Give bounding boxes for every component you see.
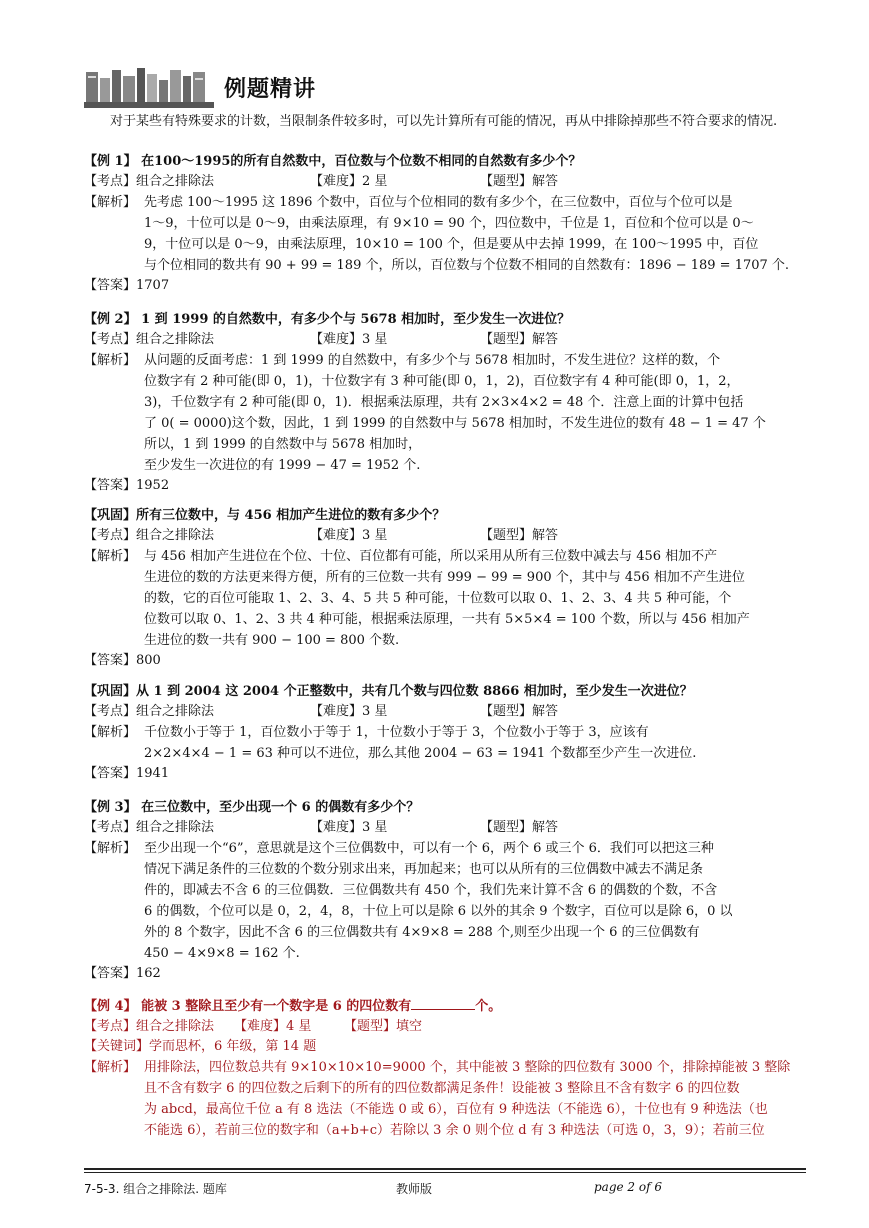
problem-question: 【巩固】所有三位数中，与 456 相加产生进位的数有多少个？: [84, 508, 446, 523]
problem-answer: 【答案】1707: [84, 278, 170, 293]
problem-meta: [84, 172, 806, 192]
analysis-line: 了 0( = 0000)这个数，因此，1 到 1999 的自然数中与 5678 相加时，不发生进位的数有 48 − 1 = 47 个: [144, 416, 766, 431]
problem-question: 【例 3】 在三位数中，至少出现一个 6 的偶数有多少个？: [84, 800, 420, 815]
meta-difficulty: 【难度】4 星: [234, 1019, 312, 1034]
meta-topic: 【考点】组合之排除法: [84, 704, 215, 719]
problem-question: 【例 2】 1 到 1999 的自然数中，有多少个与 5678 相加时，至少发生一次进位？: [84, 312, 571, 327]
problem-2: [84, 310, 806, 496]
analysis-line: 的数，它的百位可能取 1、2、3、4、5 共 5 种可能，十位数可以取 0、1、2、3、4 共 5 种可能，个: [144, 591, 732, 606]
analysis-line: 所以，1 到 1999 的自然数中与 5678 相加时，: [144, 437, 422, 452]
analysis-line: 为 abcd，最高位千位 a 有 8 选法（不能选 0 或 6），百位有 9 种选法（不能选 6），十位也有 9 种选法（也: [144, 1102, 768, 1117]
problem-analysis: [84, 350, 806, 476]
analysis-line: 且不含有数字 6 的四位数之后剩下的所有的四位数都满足条件！设能被 3 整除且不含有数字 6 的四位数: [144, 1081, 740, 1096]
footer-source: 7-5-3. 组合之排除法. 题库: [84, 1182, 227, 1196]
problem-answer: 【答案】800: [84, 653, 161, 668]
analysis-line: 与 456 相加产生进位在个位、十位、百位都有可能，所以采用从所有三位数中减去与 456 相加不产: [144, 549, 718, 564]
question-text-after: 个。: [475, 999, 502, 1014]
problem-4: [84, 995, 806, 1141]
analysis-line: 情况下满足条件的三位数的个数分别求出来，再加起来；也可以从所有的三位偶数中减去不满足条: [144, 862, 704, 877]
analysis-label: 【解析】: [84, 1060, 137, 1075]
meta-type: 【题型】解答: [480, 174, 559, 189]
meta-type: 【题型】解答: [480, 704, 559, 719]
problem-question: 【例 1】 在100～1995的所有自然数中，百位数与个位数不相同的自然数有多少个？: [84, 154, 582, 169]
problem-meta: [84, 818, 806, 838]
intro-paragraph: 对于某些有特殊要求的计数，当限制条件较多时，可以先计算所有可能的情况，再从中排除掉那些不符合要求的情况.: [110, 114, 778, 129]
problem-question: 【巩固】从 1 到 2004 这 2004 个正整数中，共有几个数与四位数 8866 相加时，至少发生一次进位？: [84, 684, 693, 699]
analysis-line: 生进位的数的方法更来得方便，所有的三位数一共有 999 − 99 = 900 个，其中与 456 相加不产生进位: [144, 570, 745, 585]
problem-answer: 【答案】162: [84, 966, 161, 981]
footer-divider-thin: [84, 1172, 806, 1173]
analysis-label: 【解析】: [84, 195, 137, 210]
analysis-label: 【解析】: [84, 841, 137, 856]
section-title: 例题精讲: [224, 77, 317, 102]
problem-1: [84, 152, 806, 296]
meta-difficulty: 【难度】3 星: [310, 332, 388, 347]
analysis-line: 2×2×4×4 − 1 = 63 种可以不进位，那么其他 2004 − 63 = 1941 个数都至少产生一次进位.: [144, 746, 697, 761]
analysis-line: 先考虑 100～1995 这 1896 个数中，百位与个位相同的数有多少个，在三位数中，百位与个位可以是: [144, 195, 733, 210]
problem-consolidation-2: [84, 682, 806, 784]
analysis-line: 千位数小于等于 1，百位数小于等于 1，十位数小于等于 3，个位数小于等于 3，应该有: [144, 725, 649, 740]
analysis-line: 从问题的反面考虑：1 到 1999 的自然数中，有多少个与 5678 相加时，不发生进位？这样的数，个: [144, 353, 721, 368]
analysis-label: 【解析】: [84, 725, 137, 740]
problem-analysis: [84, 1057, 806, 1141]
section-header: [84, 66, 784, 110]
footer-edition: 教师版: [396, 1182, 433, 1196]
meta-type: 【题型】解答: [480, 528, 559, 543]
problem-answer: 【答案】1941: [84, 766, 170, 781]
analysis-line: 不能选 6），若前三位的数字和（a+b+c）若除以 3 余 0 则个位 d 有 3 种选法（可选 0，3，9）；若前三位: [144, 1123, 765, 1138]
problem-analysis: [84, 546, 806, 651]
problem-meta: [84, 526, 806, 546]
analysis-line: 9，十位可以是 0～9，由乘法原理，10×10 = 100 个，但是要从中去掉 1999，在 100～1995 中，百位: [144, 237, 759, 252]
footer-page-number: page 2 of 6: [594, 1180, 662, 1194]
problem-meta: [84, 1017, 806, 1037]
question-text-before: 【例 4】 能被 3 整除且至少有一个数字是 6 的四位数有: [84, 999, 412, 1014]
meta-topic: 【考点】组合之排除法: [84, 528, 215, 543]
footer-divider: [84, 1168, 806, 1170]
analysis-label: 【解析】: [84, 549, 137, 564]
meta-difficulty: 【难度】3 星: [310, 704, 388, 719]
analysis-line: 至少出现一个“6”，意思就是这个三位偶数中，可以有一个 6，两个 6 或三个 6．我们可以把这三种: [144, 841, 714, 856]
meta-topic: 【考点】组合之排除法: [84, 820, 215, 835]
problem-consolidation-1: [84, 506, 806, 671]
analysis-line: 与个位相同的数共有 90 + 99 = 189 个，所以，百位数与个位数不相同的自然数有：1896 − 189 = 1707 个.: [144, 258, 790, 273]
meta-type: 【题型】解答: [480, 820, 559, 835]
meta-difficulty: 【难度】3 星: [310, 528, 388, 543]
analysis-line: 至少发生一次进位的有 1999 − 47 = 1952 个.: [144, 458, 421, 473]
analysis-line: 件的，即减去不含 6 的三位偶数．三位偶数共有 450 个，我们先来计算不含 6 的偶数的个数，不含: [144, 883, 718, 898]
problem-meta: [84, 330, 806, 350]
analysis-line: 位数字有 2 种可能(即 0，1)，十位数字有 3 种可能(即 0，1，2)，百位数字有 4 种可能(即 0，1，2，: [144, 374, 740, 389]
analysis-label: 【解析】: [84, 353, 137, 368]
problem-3: [84, 798, 806, 984]
analysis-line: 450 − 4×9×8 = 162 个.: [144, 946, 300, 961]
analysis-line: 6 的偶数，个位可以是 0，2，4，8，十位上可以是除 6 以外的其余 9 个数字，百位可以是除 6，0 以: [144, 904, 733, 919]
problem-question: [84, 995, 806, 1017]
books-banner-icon: [84, 66, 214, 110]
meta-difficulty: 【难度】3 星: [310, 820, 388, 835]
analysis-line: 位数可以取 0、1、2、3 共 4 种可能，根据乘法原理，一共有 5×5×4 = 100 个数，所以与 456 相加产: [144, 612, 750, 627]
problem-keywords: 【关键词】学而思杯，6 年级，第 14 题: [84, 1039, 317, 1054]
analysis-line: 生进位的数一共有 900 − 100 = 800 个数.: [144, 633, 400, 648]
problem-meta: [84, 702, 806, 722]
meta-topic: 【考点】组合之排除法: [84, 1019, 215, 1034]
meta-type: 【题型】填空: [344, 1019, 423, 1034]
analysis-line: 用排除法，四位数总共有 9×10×10×10=9000 个，其中能被 3 整除的四位数有 3000 个，排除掉能被 3 整除: [144, 1060, 791, 1075]
meta-topic: 【考点】组合之排除法: [84, 332, 215, 347]
analysis-line: 外的 8 个数字，因此不含 6 的三位偶数共有 4×9×8 = 288 个,则至少出现一个 6 的三位偶数有: [144, 925, 700, 940]
answer-blank: [411, 995, 475, 1010]
analysis-line: 3)，千位数字有 2 种可能(即 0，1)．根据乘法原理，共有 2×3×4×2 = 48 个．注意上面的计算中包括: [144, 395, 744, 410]
problem-analysis: [84, 838, 806, 964]
analysis-line: 1～9，十位可以是 0～9，由乘法原理，有 9×10 = 90 个，四位数中，千位是 1，百位和个位可以是 0～: [144, 216, 754, 231]
meta-difficulty: 【难度】2 星: [310, 174, 388, 189]
problem-answer: 【答案】1952: [84, 478, 170, 493]
problem-analysis: [84, 192, 806, 276]
problem-analysis: [84, 722, 806, 764]
meta-type: 【题型】解答: [480, 332, 559, 347]
meta-topic: 【考点】组合之排除法: [84, 174, 215, 189]
